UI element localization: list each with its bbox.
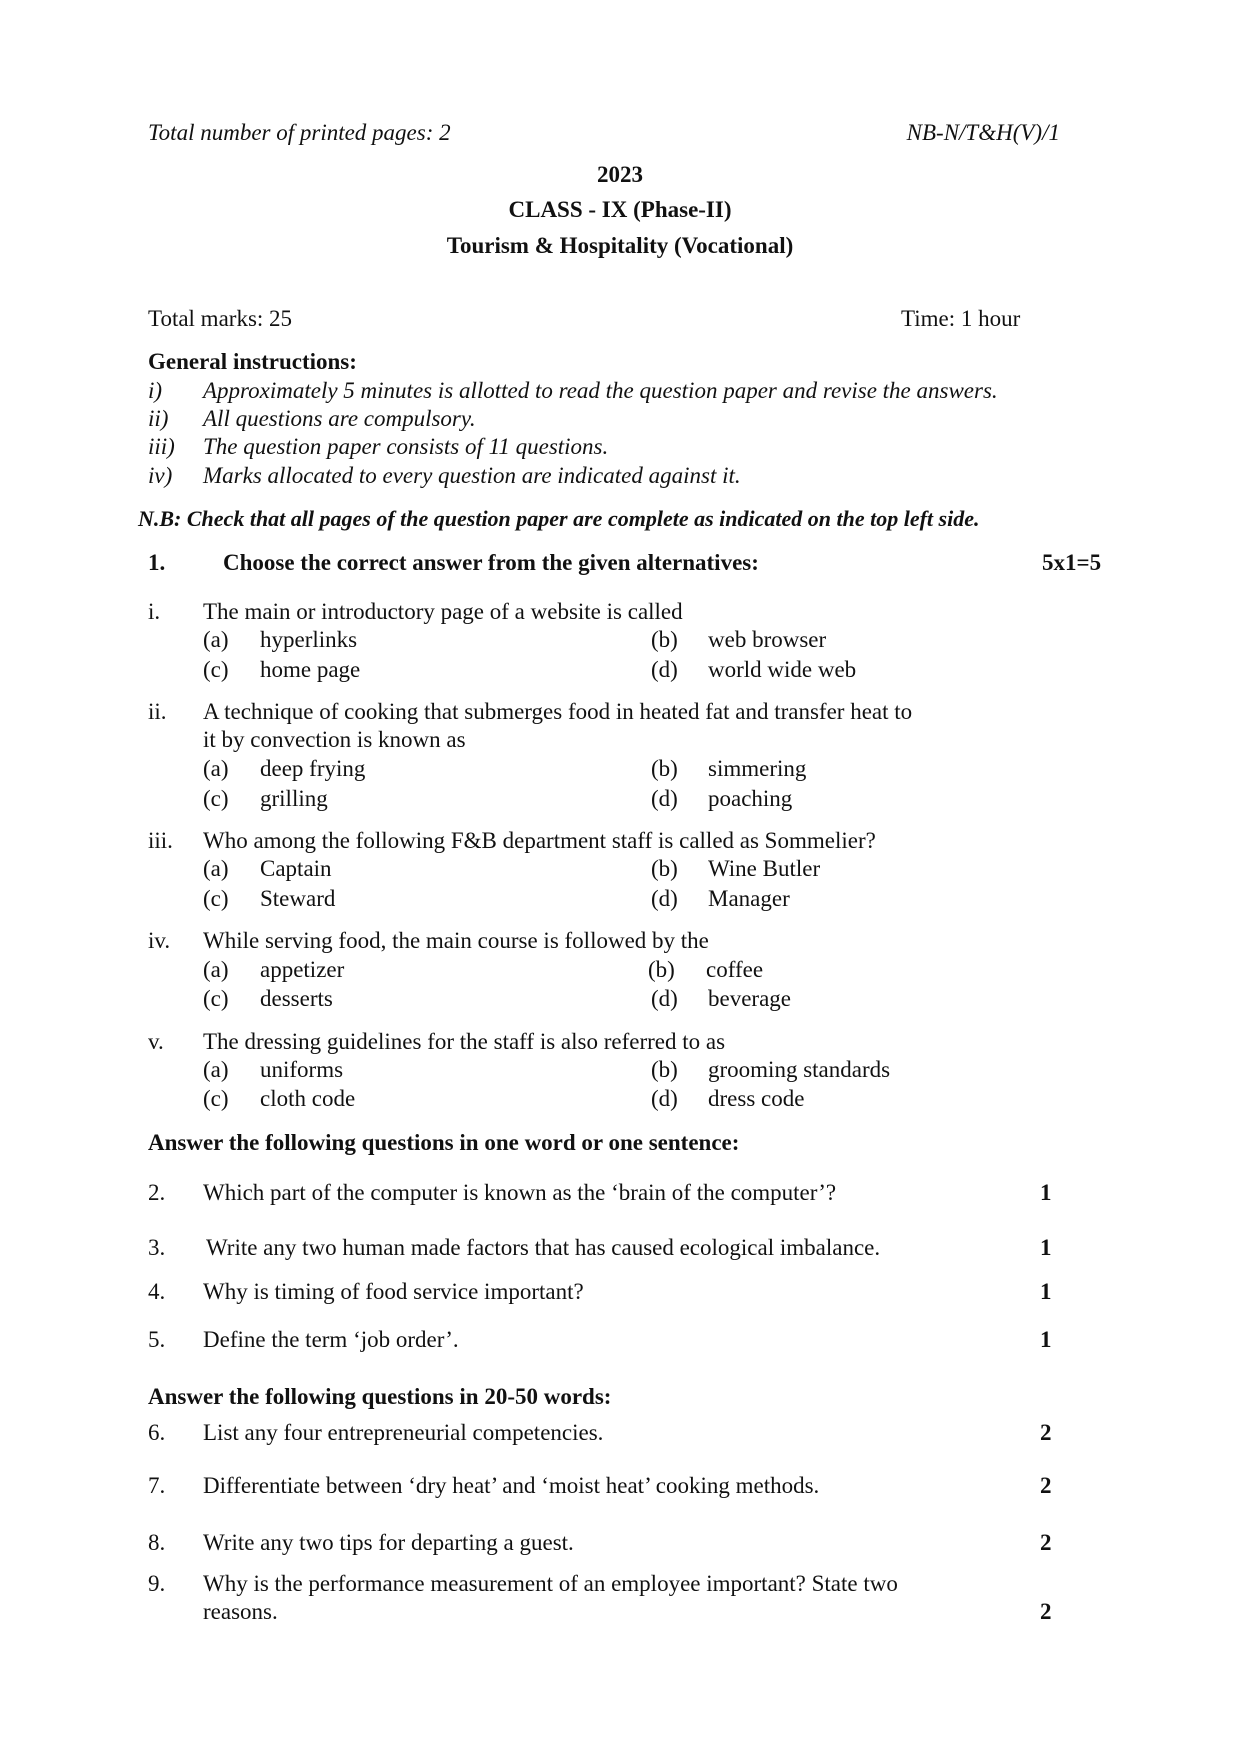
time-allowed: Time: 1 hour [901, 306, 1021, 331]
option-label: (c) [203, 886, 229, 911]
paper-code: NB-N/T&H(V)/1 [906, 120, 1060, 145]
option-label: (a) [203, 627, 229, 652]
question-number: 3. [148, 1235, 166, 1260]
option-label: (c) [203, 657, 229, 682]
sub-question-number: i. [148, 599, 161, 624]
option-label: (d) [651, 657, 678, 682]
option-label: (c) [203, 1086, 229, 1111]
option-label: (b) [651, 856, 678, 881]
question-text: Why is timing of food service important? [203, 1279, 584, 1304]
exam-year: 2023 [597, 162, 643, 187]
instruction-text: The question paper consists of 11 questions. [203, 434, 609, 459]
option-label: (c) [203, 786, 229, 811]
option-text: beverage [708, 986, 791, 1011]
sub-question-number: v. [148, 1029, 164, 1054]
question-marks: 1 [1040, 1279, 1052, 1304]
sub-question-text: it by convection is known as [203, 727, 466, 752]
option-text: dress code [708, 1086, 805, 1111]
instruction-text: Marks allocated to every question are indicated against it. [203, 463, 741, 488]
question-number: 7. [148, 1473, 166, 1498]
question-number: 5. [148, 1327, 166, 1352]
option-text: hyperlinks [260, 627, 358, 652]
question-text: Write any two tips for departing a guest. [203, 1530, 574, 1555]
option-text: web browser [708, 627, 827, 652]
option-label: (d) [651, 786, 678, 811]
option-label: (d) [651, 1086, 678, 1111]
question-number: 8. [148, 1530, 166, 1555]
option-label: (b) [651, 1057, 678, 1082]
option-text: grooming standards [708, 1057, 891, 1082]
sub-question-text: A technique of cooking that submerges food in heated fat and transfer heat to [203, 699, 913, 724]
option-label: (b) [648, 957, 675, 982]
section-title: Answer the following questions in one word or one sentence: [148, 1130, 740, 1155]
option-text: poaching [708, 786, 793, 811]
question-number: 1. [148, 550, 166, 575]
question-text: Write any two human made factors that has caused ecological imbalance. [206, 1235, 881, 1260]
option-text: Steward [260, 886, 336, 911]
option-text: home page [260, 657, 361, 682]
printed-pages-note: Total number of printed pages: 2 [148, 120, 451, 145]
option-label: (c) [203, 986, 229, 1011]
sub-question-number: ii. [148, 699, 167, 724]
question-text: reasons. [203, 1599, 278, 1624]
class-title: CLASS - IX (Phase-II) [508, 197, 732, 222]
question-number: 9. [148, 1571, 166, 1596]
instruction-text: Approximately 5 minutes is allotted to read the question paper and revise the answers. [203, 378, 998, 403]
option-text: cloth code [260, 1086, 356, 1111]
instruction-text: All questions are compulsory. [203, 406, 476, 431]
option-label: (a) [203, 756, 229, 781]
instruction-num: ii) [148, 406, 169, 431]
option-text: Wine Butler [708, 856, 821, 881]
question-marks: 5x1=5 [1042, 550, 1102, 575]
option-text: desserts [260, 986, 333, 1011]
question-text: List any four entrepreneurial competencies. [203, 1420, 604, 1445]
question-marks: 2 [1040, 1420, 1052, 1445]
option-text: Manager [708, 886, 790, 911]
sub-question-number: iv. [148, 928, 171, 953]
option-label: (d) [651, 886, 678, 911]
instruction-num: i) [148, 378, 163, 403]
option-label: (a) [203, 856, 229, 881]
question-text: Choose the correct answer from the given alternatives: [223, 550, 759, 575]
question-text: Which part of the computer is known as the ‘brain of the computer’? [203, 1180, 837, 1205]
question-number: 4. [148, 1279, 166, 1304]
question-marks: 1 [1040, 1327, 1052, 1352]
option-label: (a) [203, 1057, 229, 1082]
nb-note: N.B: Check that all pages of the question paper are complete as indicated on the top left side. [138, 506, 980, 531]
question-text: Why is the performance measurement of an employee important? State two [203, 1571, 898, 1596]
option-label: (a) [203, 957, 229, 982]
option-text: world wide web [708, 657, 857, 682]
question-marks: 2 [1040, 1530, 1052, 1555]
sub-question-text: Who among the following F&B department staff is called as Sommelier? [203, 828, 876, 853]
sub-question-text: While serving food, the main course is followed by the [203, 928, 709, 953]
question-number: 2. [148, 1180, 166, 1205]
option-label: (d) [651, 986, 678, 1011]
option-label: (b) [651, 627, 678, 652]
option-text: deep frying [260, 756, 366, 781]
option-label: (b) [651, 756, 678, 781]
option-text: Captain [260, 856, 332, 881]
instruction-num: iv) [148, 463, 173, 488]
question-marks: 2 [1040, 1473, 1052, 1498]
instructions-title: General instructions: [148, 349, 357, 374]
question-marks: 2 [1040, 1599, 1052, 1624]
subject-title: Tourism & Hospitality (Vocational) [446, 233, 794, 258]
instruction-num: iii) [148, 434, 175, 459]
question-text: Differentiate between ‘dry heat’ and ‘moist heat’ cooking methods. [203, 1473, 820, 1498]
section-title: Answer the following questions in 20-50 words: [148, 1384, 612, 1409]
question-marks: 1 [1040, 1180, 1052, 1205]
option-text: coffee [706, 957, 764, 982]
question-number: 6. [148, 1420, 166, 1445]
sub-question-number: iii. [148, 828, 173, 853]
option-text: uniforms [260, 1057, 344, 1082]
option-text: simmering [708, 756, 807, 781]
total-marks: Total marks: 25 [148, 306, 293, 331]
option-text: appetizer [260, 957, 345, 982]
option-text: grilling [260, 786, 328, 811]
question-marks: 1 [1040, 1235, 1052, 1260]
sub-question-text: The main or introductory page of a website is called [203, 599, 683, 624]
sub-question-text: The dressing guidelines for the staff is also referred to as [203, 1029, 726, 1054]
question-text: Define the term ‘job order’. [203, 1327, 459, 1352]
